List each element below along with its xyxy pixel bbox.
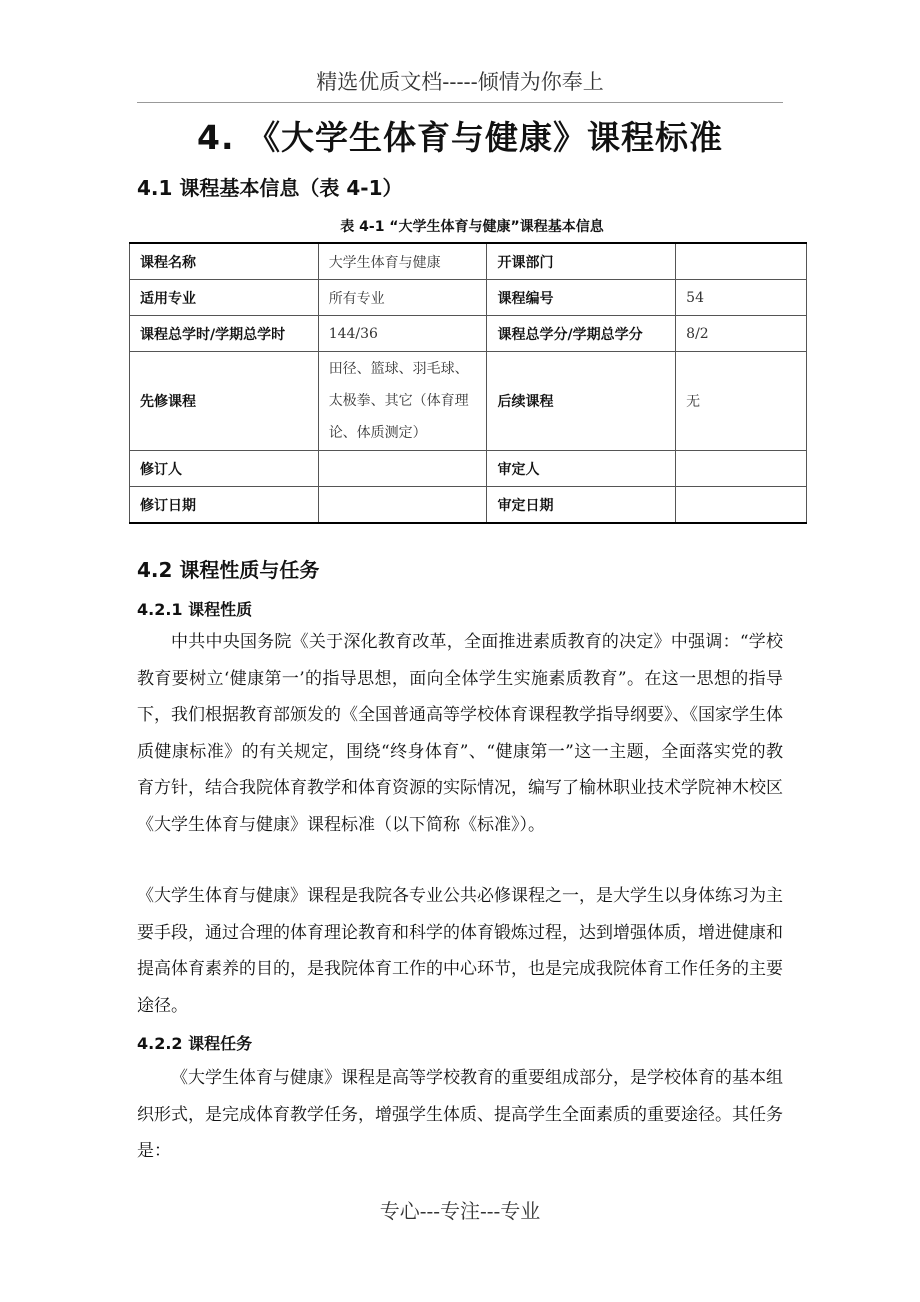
table-cell-value: 无 <box>676 352 807 451</box>
paragraph-course-tasks: 《大学生体育与健康》课程是高等学校教育的重要组成部分，是学校体育的基本组织形式，是完成体育教学任务，增强学生体质、提高学生全面素质的重要途径。其任务是： <box>137 1068 783 1162</box>
table-cell-label: 修订人 <box>130 451 319 487</box>
table-cell-value <box>676 243 807 280</box>
table-cell-label: 后续课程 <box>487 352 676 451</box>
table-cell-label: 审定日期 <box>487 487 676 524</box>
table-row <box>130 316 807 352</box>
table-row <box>130 487 807 524</box>
table-cell-value: 54 <box>676 280 807 316</box>
subsection-heading-4-2-1: 4.2.1 课程性质 <box>137 600 253 619</box>
page-footer: 专心---专注---专业 <box>379 1199 541 1223</box>
document-title: 4. 《大学生体育与健康》课程标准 <box>197 118 723 157</box>
table-row <box>130 352 807 451</box>
table-cell-value <box>318 451 487 487</box>
table-cell-label: 课程编号 <box>487 280 676 316</box>
table-cell-value: 8/2 <box>676 316 807 352</box>
table-cell-value <box>676 487 807 524</box>
table-cell-label: 先修课程 <box>130 352 319 451</box>
course-info-table <box>129 242 807 524</box>
table-cell-label: 课程总学分/学期总学分 <box>487 316 676 352</box>
page-header: 精选优质文档-----倾情为你奉上 <box>137 66 783 103</box>
section-heading-4-2: 4.2 课程性质与任务 <box>137 558 320 582</box>
paragraph-course-nature-2: 《大学生体育与健康》课程是我院各专业公共必修课程之一，是大学生以身体练习为主要手段，通过合理的体育理论教育和科学的体育锻炼过程，达到增强体质，增进健康和提高体育素养的目的，是我院体育工作的中心环节，也是完成我院体育工作任务的主要途径。 <box>137 886 783 1016</box>
subsection-heading-4-2-2: 4.2.2 课程任务 <box>137 1034 253 1053</box>
table-cell-label: 课程总学时/学期总学时 <box>130 316 319 352</box>
table-cell-label: 开课部门 <box>487 243 676 280</box>
section-heading-4-1: 4.1 课程基本信息（表 4-1） <box>137 176 403 200</box>
table-row <box>130 451 807 487</box>
table-cell-label: 课程名称 <box>130 243 319 280</box>
table-row <box>130 243 807 280</box>
table-cell-label: 审定人 <box>487 451 676 487</box>
table-row <box>130 280 807 316</box>
table-cell-value: 田径、篮球、羽毛球、太极拳、其它（体育理论、体质测定） <box>318 352 487 451</box>
paragraph-course-nature-1: 中共中央国务院《关于深化教育改革，全面推进素质教育的决定》中强调：“学校教育要树立‘健康第一’的指导思想，面向全体学生实施素质教育”。在这一思想的指导下，我们根据教育部颁发的《全国普通高等学校体育课程教学指导纲要》、《国家学生体质健康标准》的有关规定，围绕“终身体育”、“健康第一”这一主题，全面落实党的教育方针，结合我院体育教学和体育资源的实际情况，编写了榆林职业技术学院神木校区《大学生体育与健康》课程标准（以下简称《标准》）。 <box>137 632 783 835</box>
table-cell-value: 所有专业 <box>318 280 487 316</box>
table-cell-label: 适用专业 <box>130 280 319 316</box>
table-cell-label: 修订日期 <box>130 487 319 524</box>
table-cell-value <box>676 451 807 487</box>
table-cell-value <box>318 487 487 524</box>
table-cell-value: 大学生体育与健康 <box>318 243 487 280</box>
table-cell-value: 144/36 <box>318 316 487 352</box>
table-caption: 表 4-1 “大学生体育与健康”课程基本信息 <box>340 219 604 235</box>
